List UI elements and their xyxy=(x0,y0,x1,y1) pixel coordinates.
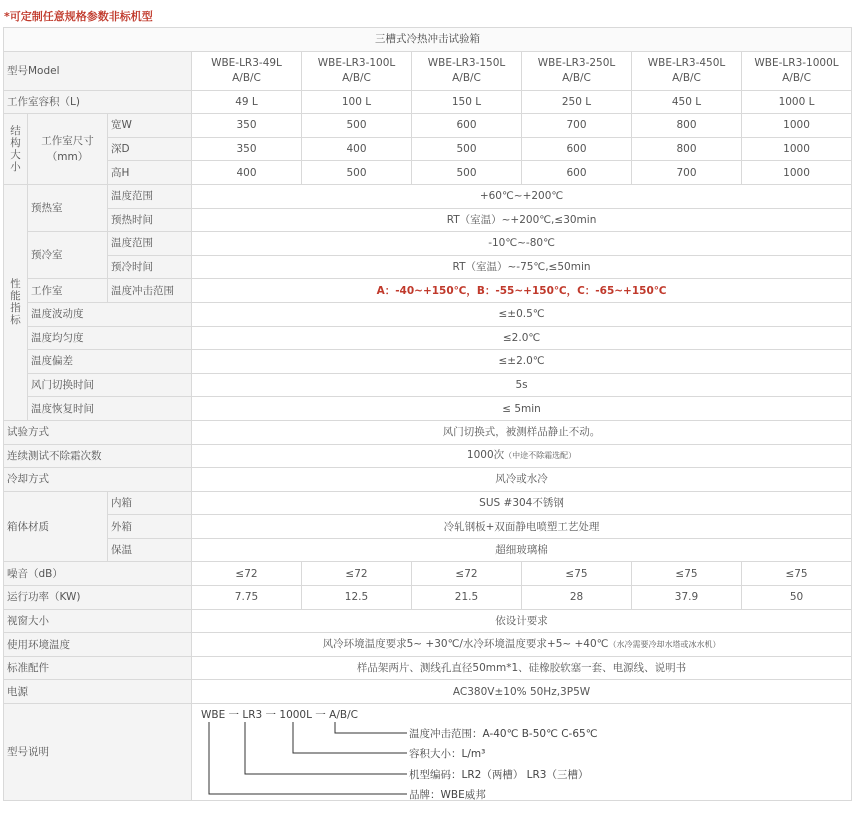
outer-value: 冷轧钢板+双面静电喷塑工艺处理 xyxy=(192,515,852,539)
model-desc-diagram xyxy=(192,704,852,801)
width-cell: 500 xyxy=(302,114,412,138)
window-label: 视窗大小 xyxy=(4,609,192,633)
test-method-row xyxy=(4,420,852,444)
insulation-value: 超细玻璃棉 xyxy=(192,538,852,562)
model-desc-row xyxy=(4,704,852,801)
capacity-cell: 450 L xyxy=(632,90,742,114)
env-row xyxy=(4,633,852,657)
recovery-value: ≤ 5min xyxy=(192,397,852,421)
inner-row xyxy=(4,491,852,515)
noise-cell: ≤75 xyxy=(632,562,742,586)
recovery-row xyxy=(4,397,852,421)
table-title: 三槽式冷热冲击试验箱 xyxy=(4,28,852,52)
power-supply-value: AC380V±10% 50Hz,3P5W xyxy=(192,680,852,704)
cycles-row xyxy=(4,444,852,468)
capacity-cell: 49 L xyxy=(192,90,302,114)
env-note: （水冷需要冷却水塔或冰水机） xyxy=(608,640,721,650)
precool-time-label: 预冷时间 xyxy=(108,255,192,279)
width-cell: 800 xyxy=(632,114,742,138)
inner-value: SUS #304不锈钢 xyxy=(192,491,852,515)
precool-label: 预冷室 xyxy=(28,232,108,279)
power-row xyxy=(4,586,852,610)
width-label: 宽W xyxy=(108,114,192,138)
window-row xyxy=(4,609,852,633)
volume-code-desc: 容积大小：L/m³ xyxy=(409,748,486,761)
fluct-label: 温度波动度 xyxy=(28,302,192,326)
model-row xyxy=(4,51,852,90)
recovery-label: 温度恢复时间 xyxy=(28,397,192,421)
precool-time-row xyxy=(4,255,852,279)
noise-row xyxy=(4,562,852,586)
test-method-label: 试验方式 xyxy=(4,420,192,444)
outer-row xyxy=(4,515,852,539)
shock-range-label: 温度冲击范围 xyxy=(108,279,192,303)
height-cell: 500 xyxy=(412,161,522,185)
height-cell: 700 xyxy=(632,161,742,185)
structure-label: 结 构 大 小 xyxy=(4,114,28,185)
outer-label: 外箱 xyxy=(108,515,192,539)
preheat-label: 预热室 xyxy=(28,184,108,231)
preheat-time: RT（室温）~+200℃,≤30min xyxy=(192,208,852,232)
connector-shock xyxy=(335,722,407,733)
depth-cell: 600 xyxy=(522,137,632,161)
power-cell: 12.5 xyxy=(302,586,412,610)
power-cell: 21.5 xyxy=(412,586,522,610)
fluct-row xyxy=(4,302,852,326)
inner-label: 内箱 xyxy=(108,491,192,515)
capacity-label: 工作室容积（L) xyxy=(4,90,192,114)
power-supply-row xyxy=(4,680,852,704)
accessories-row xyxy=(4,656,852,680)
noise-label: 噪音（dB） xyxy=(4,562,192,586)
depth-cell: 800 xyxy=(632,137,742,161)
capacity-cell: 150 L xyxy=(412,90,522,114)
height-label: 高H xyxy=(108,161,192,185)
cycles-label: 连续测试不除霜次数 xyxy=(4,444,192,468)
power-cell: 37.9 xyxy=(632,586,742,610)
insulation-row xyxy=(4,538,852,562)
deviation-value: ≤±2.0℃ xyxy=(192,350,852,374)
connector-volume xyxy=(293,722,407,753)
capacity-row xyxy=(4,90,852,114)
power-cell: 7.75 xyxy=(192,586,302,610)
spec-table xyxy=(3,27,852,801)
window-value: 依设计要求 xyxy=(192,609,852,633)
model-cell: WBE-LR3-1000L A/B/C xyxy=(742,51,852,90)
temp-range-label: 温度范围 xyxy=(108,232,192,256)
height-cell: 1000 xyxy=(742,161,852,185)
capacity-cell: 100 L xyxy=(302,90,412,114)
cycles-value: 1000次（中途不除霜选配） xyxy=(192,444,852,468)
insulation-label: 保温 xyxy=(108,538,192,562)
preheat-time-label: 预热时间 xyxy=(108,208,192,232)
uniform-row xyxy=(4,326,852,350)
env-value: 风冷环境温度要求5~ +30℃/水冷环境温度要求+5~ +40℃（水冷需要冷却水塔或冰水机） xyxy=(192,633,852,657)
connector-type xyxy=(245,722,407,774)
capacity-cell: 1000 L xyxy=(742,90,852,114)
noise-cell: ≤72 xyxy=(302,562,412,586)
model-code: WBE 一 LR3 一 1000L 一 A/B/C xyxy=(201,709,358,722)
material-label: 箱体材质 xyxy=(4,491,108,562)
cooling-label: 冷却方式 xyxy=(4,468,192,492)
model-cell: WBE-LR3-150L A/B/C xyxy=(412,51,522,90)
model-cell: WBE-LR3-250L A/B/C xyxy=(522,51,632,90)
custom-note: *可定制任意规格参数非标机型 xyxy=(4,10,153,23)
noise-cell: ≤75 xyxy=(522,562,632,586)
uniform-value: ≤2.0℃ xyxy=(192,326,852,350)
damper-value: 5s xyxy=(192,373,852,397)
model-cell: WBE-LR3-100L A/B/C xyxy=(302,51,412,90)
title-row xyxy=(4,28,852,52)
depth-cell: 1000 xyxy=(742,137,852,161)
precool-range: -10℃~-80℃ xyxy=(192,232,852,256)
height-cell: 400 xyxy=(192,161,302,185)
width-cell: 600 xyxy=(412,114,522,138)
accessories-value: 样品架两片、测线孔直径50mm*1、硅橡胶软塞一套、电源线、说明书 xyxy=(192,656,852,680)
chamber-size-label: 工作室尺寸 （mm） xyxy=(28,114,108,185)
shock-code-desc: 温度冲击范围：A-40℃ B-50℃ C-65℃ xyxy=(409,728,598,741)
shock-row xyxy=(4,279,852,303)
preheat-range-row xyxy=(4,184,852,208)
depth-row xyxy=(4,137,852,161)
preheat-time-row xyxy=(4,208,852,232)
damper-row xyxy=(4,373,852,397)
power-supply-label: 电源 xyxy=(4,680,192,704)
depth-cell: 400 xyxy=(302,137,412,161)
depth-cell: 350 xyxy=(192,137,302,161)
model-cell: WBE-LR3-49L A/B/C xyxy=(192,51,302,90)
damper-label: 风门切换时间 xyxy=(28,373,192,397)
accessories-label: 标准配件 xyxy=(4,656,192,680)
width-cell: 1000 xyxy=(742,114,852,138)
uniform-label: 温度均匀度 xyxy=(28,326,192,350)
precool-range-row xyxy=(4,232,852,256)
precool-time: RT（室温）~-75℃,≤50min xyxy=(192,255,852,279)
power-cell: 28 xyxy=(522,586,632,610)
model-desc-label: 型号说明 xyxy=(4,704,192,801)
fluct-value: ≤±0.5℃ xyxy=(192,302,852,326)
width-cell: 700 xyxy=(522,114,632,138)
test-method-value: 风门切换式，被测样品静止不动。 xyxy=(192,420,852,444)
brand-code-desc: 品牌：WBE威邦 xyxy=(409,789,486,801)
model-code-svg xyxy=(195,704,855,800)
shock-range: A：-40~+150℃，B：-55~+150℃，C：-65~+150℃ xyxy=(192,279,852,303)
depth-cell: 500 xyxy=(412,137,522,161)
cooling-value: 风冷或水冷 xyxy=(192,468,852,492)
width-row xyxy=(4,114,852,138)
height-row xyxy=(4,161,852,185)
temp-range-label: 温度范围 xyxy=(108,184,192,208)
deviation-row xyxy=(4,350,852,374)
noise-cell: ≤75 xyxy=(742,562,852,586)
power-cell: 50 xyxy=(742,586,852,610)
width-cell: 350 xyxy=(192,114,302,138)
depth-label: 深D xyxy=(108,137,192,161)
height-cell: 500 xyxy=(302,161,412,185)
noise-cell: ≤72 xyxy=(192,562,302,586)
preheat-range: +60℃~+200℃ xyxy=(192,184,852,208)
env-label: 使用环境温度 xyxy=(4,633,192,657)
cycles-note: （中途不除霜选配） xyxy=(504,451,577,461)
type-code-desc: 机型编码：LR2（两槽） LR3（三槽） xyxy=(409,769,589,782)
model-label: 型号Model xyxy=(4,51,192,90)
noise-cell: ≤72 xyxy=(412,562,522,586)
performance-label: 性 能 指 标 xyxy=(4,184,28,420)
capacity-cell: 250 L xyxy=(522,90,632,114)
workroom-label: 工作室 xyxy=(28,279,108,303)
model-cell: WBE-LR3-450L A/B/C xyxy=(632,51,742,90)
height-cell: 600 xyxy=(522,161,632,185)
deviation-label: 温度偏差 xyxy=(28,350,192,374)
cooling-row xyxy=(4,468,852,492)
power-label: 运行功率（KW) xyxy=(4,586,192,610)
